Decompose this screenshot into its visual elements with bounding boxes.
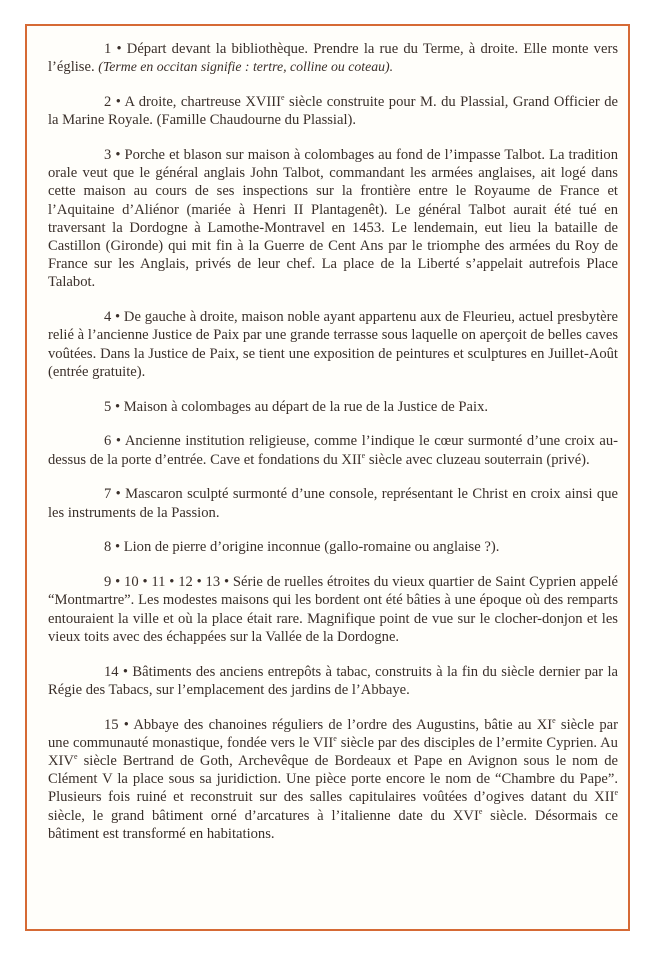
item-15-sup-5: e	[478, 806, 483, 816]
item-5	[48, 398, 618, 416]
item-15-text-4: siècle Bertrand de Goth, Archevêque de Bordeaux et Pape en Avignon sous le nom de Clément V la place sous sa juridiction. Une pièce porte encore le nom de “Chambre du Pape”. Plusieurs fois ruiné et reconstruit sur des salles capitulaires voûtées d’ogives datant du XII	[48, 753, 618, 806]
item-7	[48, 485, 618, 521]
item-15-sup-2: e	[333, 733, 337, 743]
item-15-sup-1: e	[552, 715, 556, 725]
itinerary-text	[48, 40, 618, 860]
item-8	[48, 538, 618, 556]
item-1-text: 1 • Départ devant la bibliothèque. Prendre la rue du Terme, à droite. Elle monte vers l’église.	[48, 41, 618, 76]
item-15-text-5: siècle, le grand bâtiment orné d’arcatures à l’italienne date du XVI	[48, 807, 479, 824]
item-6-text-a: 6 • Ancienne institution religieuse, comme l’indique le cœur surmonté d’une croix au-dessus de la porte d’entrée. Cave et fondations du XII	[48, 433, 618, 468]
item-1-note: (Terme en occitan signifie : tertre, colline ou coteau).	[98, 59, 394, 75]
item-15-sup-4: e	[614, 788, 618, 798]
item-15-text-2: siècle par une communauté monastique, fondée vers le VII	[48, 716, 618, 751]
item-6-text-b: siècle avec cluzeau souterrain (privé).	[365, 451, 590, 468]
item-9-13	[48, 573, 618, 646]
item-2-text-b: siècle construite pour M. du Plassial, Grand Officier de la Marine Royale. (Famille Chaudourne du Plassial).	[48, 94, 618, 129]
item-2	[48, 93, 618, 129]
item-14-text: 14 • Bâtiments des anciens entrepôts à tabac, construits à la fin du siècle dernier par la Régie des Tabacs, sur l’emplacement des jardins de l’Abbaye.	[48, 663, 618, 698]
item-6-sup: e	[361, 450, 366, 460]
item-1	[48, 40, 618, 76]
item-9-13-text: 9 • 10 • 11 • 12 • 13 • Série de ruelles étroites du vieux quartier de Saint Cyprien appelé “Montmartre”. Les modestes maisons qui les bordent ont été bâties à une époque où des remparts entouraient la ville et où la place était rare. Magnifique point de vue sur le clocher-donjon et les vieux toits avec des échappées sur la Vallée de la Dordogne.	[48, 574, 618, 645]
item-6	[48, 432, 618, 468]
item-15-text-6: siècle. Désormais ce bâtiment est transformé en habitations.	[48, 807, 619, 842]
item-7-text: 7 • Mascaron sculpté surmonté d’une console, représentant le Christ en croix ainsi que les instruments de la Passion.	[48, 486, 618, 521]
item-2-text-a: 2 • A droite, chartreuse XVIII	[104, 94, 282, 110]
item-4	[48, 308, 618, 381]
item-4-text: 4 • De gauche à droite, maison noble ayant appartenu aux de Fleurieu, actuel presbytère relié à l’ancienne Justice de Paix par une grande terrasse sous laquelle on aperçoit de belles caves voûtées. Dans la Justice de Paix, se tient une exposition de peintures et sculptures en Juillet-Août (entrée gratuite).	[48, 309, 618, 380]
item-2-sup: e	[281, 93, 285, 102]
item-15-text-1: 15 • Abbaye des chanoines réguliers de l’ordre des Augustins, bâtie au XI	[104, 716, 553, 733]
item-15-text-3: siècle par des disciples de l’ermite Cyprien. Au XIV	[48, 734, 618, 770]
item-3	[48, 146, 618, 292]
item-5-text: 5 • Maison à colombages au départ de la rue de la Justice de Paix.	[104, 398, 489, 415]
item-3-text: 3 • Porche et blason sur maison à colombages au fond de l’impasse Talbot. La tradition orale veut que le général anglais John Talbot, commandant les armées anglaises, ait logé dans cette maison au cours de ses inspections sur la frontière entre le Royaume de France et l’Aquitaine d’Aliénor (mariée à Henri II Plantagenêt). Le général Talbot aurait été tué en traversant la Dordogne à Lamothe-Montravel en 1453. Le lendemain, eut lieu la bataille de Castillon (Gironde) qui mit fin à la Guerre de Cent Ans par le triomphe des armées du Roy de France sur les Anglais, privés de leur chef. La place de la Liberté s’appelait autrefois Place Talabot.	[48, 147, 618, 291]
item-8-text: 8 • Lion de pierre d’origine inconnue (gallo-romaine ou anglaise ?).	[104, 539, 500, 556]
item-15-sup-3: e	[73, 752, 78, 762]
item-14	[48, 663, 618, 699]
item-15	[48, 716, 618, 843]
